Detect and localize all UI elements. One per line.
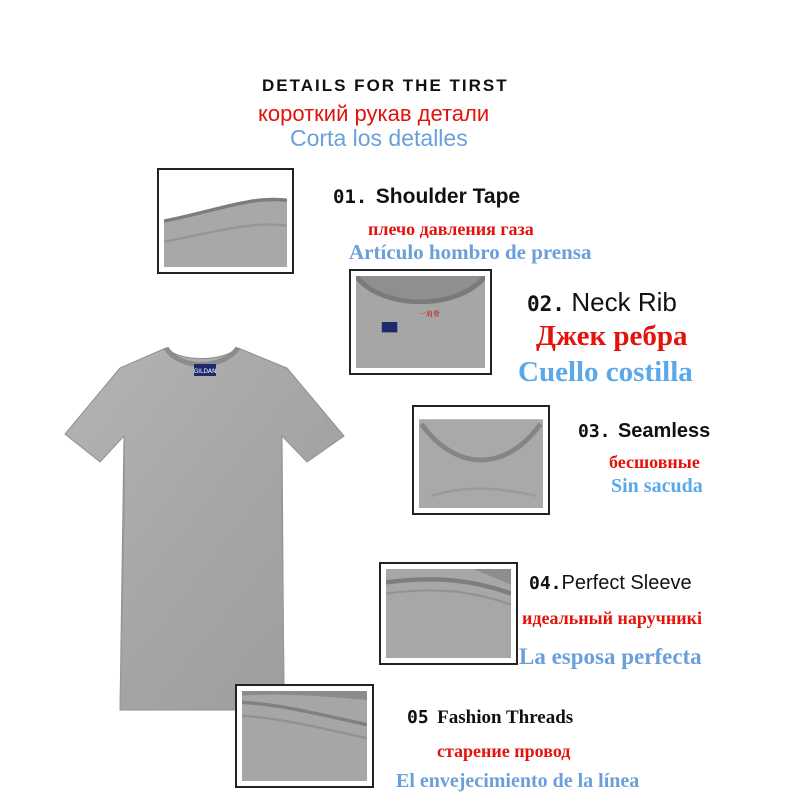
- detail-3-heading: [578, 420, 710, 443]
- detail-5-heading: [407, 707, 573, 729]
- detail-4-heading: [529, 572, 692, 595]
- detail-3-russian: бесшовные: [609, 452, 700, 472]
- title-russian: короткий рукав детали: [258, 101, 490, 126]
- detail-4-number: 04.: [529, 573, 562, 594]
- detail-1-russian: плечо давления газа: [368, 219, 534, 239]
- detail-2-english: Neck Rib: [571, 287, 677, 317]
- detail-1-english: Shoulder Tape: [375, 185, 521, 208]
- detail-1-spanish: Artículo hombro de prensa: [349, 240, 592, 264]
- detail-2-spanish: Cuello costilla: [518, 356, 693, 388]
- detail-2-russian: Джек ребра: [536, 320, 688, 352]
- detail-1-number: 01.: [333, 186, 368, 208]
- detail-photo-shoulder: [157, 168, 294, 274]
- detail-3-spanish: Sin sacuda: [611, 475, 703, 497]
- detail-5-russian: старение провод: [437, 741, 571, 761]
- detail-photo-sleeve: [379, 562, 518, 665]
- detail-5-number: 05: [407, 707, 429, 728]
- detail-5-english: Fashion Threads: [437, 707, 574, 728]
- detail-photo-threads: [235, 684, 374, 788]
- detail-2-number: 02.: [527, 292, 565, 316]
- detail-3-english: Seamless: [617, 420, 711, 442]
- title-spanish: Corta los detalles: [290, 125, 468, 151]
- detail-4-english: Perfect Sleeve: [561, 572, 692, 594]
- detail-4-spanish: La esposa perfecta: [519, 644, 702, 669]
- detail-3-number: 03.: [578, 421, 611, 442]
- tshirt-tag-label: GILDAN: [193, 368, 217, 375]
- detail-1-heading: [333, 185, 520, 209]
- detail-5-spanish: El envejecimiento de la línea: [396, 770, 640, 792]
- detail-4-russian: идеальный наручникі: [522, 608, 702, 628]
- neck-tag-note: 一肩骨: [419, 310, 440, 318]
- detail-2-heading: [527, 287, 677, 318]
- detail-photo-neck: [349, 269, 492, 375]
- title-english: DETAILS FOR THE TIRST: [262, 76, 509, 95]
- tshirt-image: [62, 340, 347, 715]
- detail-photo-seamless: [412, 405, 550, 515]
